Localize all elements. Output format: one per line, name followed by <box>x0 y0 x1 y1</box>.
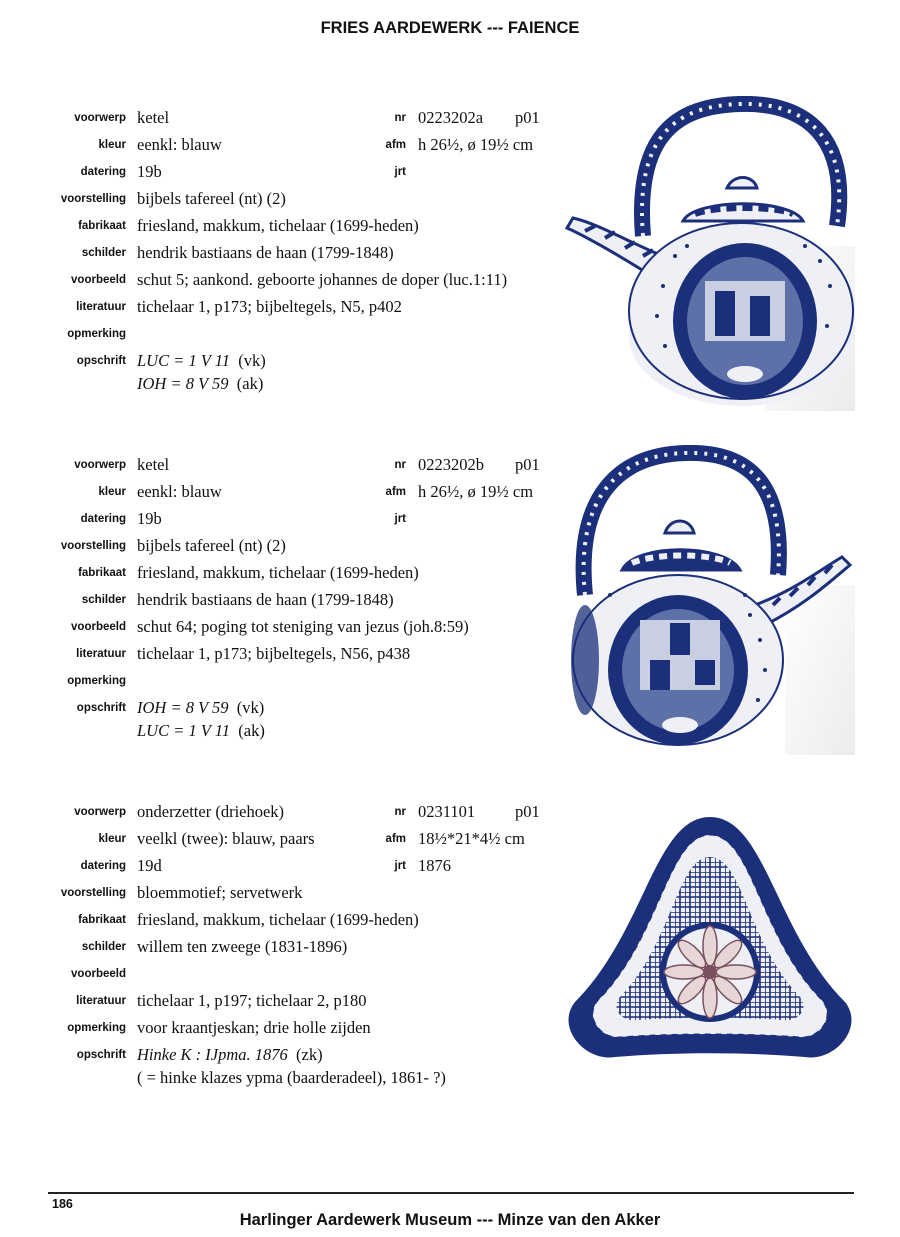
label-voorstelling: voorstelling <box>60 193 126 205</box>
inscription-location: (vk) <box>238 351 266 370</box>
value-opmerking: voor kraantjeskan; drie holle zijden <box>137 1018 371 1037</box>
value-voorstelling: bijbels tafereel (nt) (2) <box>137 189 286 208</box>
label-opschrift: opschrift <box>76 702 126 714</box>
inscription-text: LUC = 1 V 11 <box>137 351 231 370</box>
label-voorbeeld: voorbeeld <box>71 621 126 633</box>
label-kleur: kleur <box>98 833 126 845</box>
value-schilder: willem ten zweege (1831-1896) <box>137 937 348 956</box>
label-jrt: jrt <box>394 513 406 525</box>
label-voorbeeld: voorbeeld <box>71 968 126 980</box>
teapot-photo <box>570 445 855 755</box>
value-kleur: eenkl: blauw <box>137 482 222 501</box>
trivet-photo <box>565 812 855 1067</box>
label-schilder: schilder <box>81 594 126 606</box>
value-fabrikaat: friesland, makkum, tichelaar (1699-heden) <box>137 563 419 582</box>
label-fabrikaat: fabrikaat <box>78 567 126 579</box>
value-afm: h 26½, ø 19½ cm <box>418 482 534 501</box>
value-schilder: hendrik bastiaans de haan (1799-1848) <box>137 243 394 262</box>
label-schilder: schilder <box>81 941 126 953</box>
value-nr: 0223202b <box>418 455 484 474</box>
value-opschrift-2 <box>137 721 265 741</box>
value-literatuur: tichelaar 1, p173; bijbeltegels, N56, p438 <box>137 644 411 663</box>
label-opschrift: opschrift <box>76 1049 126 1061</box>
value-voorstelling: bloemmotief; servetwerk <box>137 883 303 902</box>
label-voorbeeld: voorbeeld <box>71 274 126 286</box>
value-page: p01 <box>515 455 540 474</box>
label-voorwerp: voorwerp <box>74 459 126 471</box>
label-literatuur: literatuur <box>76 301 126 313</box>
value-literatuur: tichelaar 1, p197; tichelaar 2, p180 <box>137 991 367 1010</box>
inscription-text: LUC = 1 V 11 <box>137 721 231 740</box>
label-opschrift: opschrift <box>76 355 126 367</box>
label-opmerking: opmerking <box>67 675 126 687</box>
value-datering: 19b <box>137 162 162 181</box>
inscription-location: (ak) <box>236 374 264 393</box>
page-header: FRIES AARDEWERK --- FAIENCE <box>320 19 580 37</box>
label-datering: datering <box>80 513 126 525</box>
footer-divider <box>48 1192 854 1194</box>
value-datering: 19d <box>137 856 162 875</box>
value-voorbeeld: schut 64; poging tot steniging van jezus (joh.8:59) <box>137 617 469 636</box>
label-fabrikaat: fabrikaat <box>78 914 126 926</box>
label-opmerking: opmerking <box>67 328 126 340</box>
value-afm: 18½*21*4½ cm <box>418 829 525 848</box>
inscription-text: Hinke K : IJpma. 1876 <box>137 1045 288 1064</box>
label-fabrikaat: fabrikaat <box>78 220 126 232</box>
label-jrt: jrt <box>394 860 406 872</box>
label-kleur: kleur <box>98 139 126 151</box>
value-voorbeeld: schut 5; aankond. geboorte johannes de doper (luc.1:11) <box>137 270 508 289</box>
value-opschrift <box>137 351 266 371</box>
label-voorstelling: voorstelling <box>60 887 126 899</box>
label-nr: nr <box>394 806 406 818</box>
value-opschrift-2: ( = hinke klazes ypma (baarderadeel), 1861- ?) <box>137 1068 446 1087</box>
value-afm: h 26½, ø 19½ cm <box>418 135 534 154</box>
inscription-location: (ak) <box>238 721 265 740</box>
inscription-text: IOH = 8 V 59 <box>137 374 229 393</box>
label-nr: nr <box>394 459 406 471</box>
label-datering: datering <box>80 860 126 872</box>
value-fabrikaat: friesland, makkum, tichelaar (1699-heden) <box>137 216 419 235</box>
value-page: p01 <box>515 802 540 821</box>
value-schilder: hendrik bastiaans de haan (1799-1848) <box>137 590 394 609</box>
label-nr: nr <box>394 112 406 124</box>
value-jrt: 1876 <box>418 856 451 875</box>
value-kleur: eenkl: blauw <box>137 135 222 154</box>
label-opmerking: opmerking <box>67 1022 126 1034</box>
value-voorwerp: ketel <box>137 455 170 474</box>
value-nr: 0231101 <box>418 802 476 821</box>
label-literatuur: literatuur <box>76 648 126 660</box>
label-schilder: schilder <box>81 247 126 259</box>
label-datering: datering <box>80 166 126 178</box>
inscription-location: (zk) <box>296 1045 323 1064</box>
value-voorstelling: bijbels tafereel (nt) (2) <box>137 536 286 555</box>
value-datering: 19b <box>137 509 162 528</box>
value-fabrikaat: friesland, makkum, tichelaar (1699-heden) <box>137 910 419 929</box>
label-voorwerp: voorwerp <box>74 112 126 124</box>
value-opschrift-2 <box>137 374 263 394</box>
value-page: p01 <box>515 108 540 127</box>
label-voorstelling: voorstelling <box>60 540 126 552</box>
inscription-location: (vk) <box>236 698 265 717</box>
page-number: 186 <box>52 1197 73 1211</box>
label-afm: afm <box>385 833 406 845</box>
label-afm: afm <box>385 486 406 498</box>
label-kleur: kleur <box>98 486 126 498</box>
value-opschrift <box>137 1045 323 1065</box>
label-voorwerp: voorwerp <box>74 806 126 818</box>
teapot-photo <box>565 96 855 411</box>
inscription-text: IOH = 8 V 59 <box>137 698 229 717</box>
label-jrt: jrt <box>394 166 406 178</box>
page-footer: Harlinger Aardewerk Museum --- Minze van den Akker <box>239 1211 661 1229</box>
value-opschrift <box>137 698 264 718</box>
value-voorwerp: onderzetter (driehoek) <box>137 802 285 821</box>
value-kleur: veelkl (twee): blauw, paars <box>137 829 315 848</box>
value-voorwerp: ketel <box>137 108 170 127</box>
label-afm: afm <box>385 139 406 151</box>
value-literatuur: tichelaar 1, p173; bijbeltegels, N5, p402 <box>137 297 402 316</box>
label-literatuur: literatuur <box>76 995 126 1007</box>
value-nr: 0223202a <box>418 108 484 127</box>
